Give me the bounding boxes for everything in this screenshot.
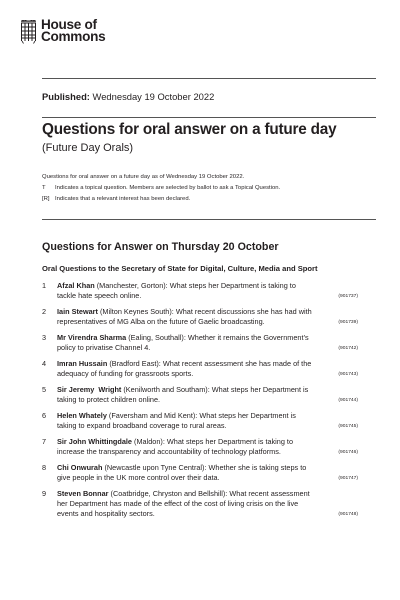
document-subtitle: (Future Day Orals)	[42, 142, 134, 154]
question-item	[42, 281, 358, 301]
member-name: Sir Jeremy Wright	[57, 385, 122, 394]
question-item	[42, 333, 358, 353]
question-number: 2	[42, 307, 47, 316]
member-name: Afzal Khan	[57, 281, 95, 290]
question-reference: (901742)	[338, 346, 358, 351]
question-body	[57, 281, 315, 301]
question-item	[42, 385, 358, 405]
note-text: Indicates a topical question. Members are selected by ballot to ask a Topical Question.	[55, 185, 281, 191]
logo-line-2: Commons	[41, 28, 106, 44]
question-number: 5	[42, 385, 47, 394]
question-text: What recent assessment her Department has made of the effect of the cost of living crisis on the live events and hospitality sectors.	[57, 489, 310, 518]
constituency: (Coatbridge, Chryston and Bellshill):	[110, 489, 228, 498]
question-reference: (901745)	[338, 424, 358, 429]
note-row	[42, 183, 280, 194]
member-name: Sir John Whittingdale	[57, 437, 132, 446]
question-item	[42, 463, 358, 483]
question-text: Whether it remains the Government’s policy to privatise Channel 4.	[57, 333, 309, 352]
question-number: 7	[42, 437, 47, 446]
note-key: [R]	[42, 196, 50, 202]
question-body	[57, 333, 315, 353]
document-title: Questions for oral answer on a future day	[42, 121, 337, 138]
section-title: Questions for Answer on Thursday 20 October	[42, 241, 279, 253]
notes-intro: Questions for oral answer on a future day as of Wednesday 19 October 2022.	[42, 174, 245, 180]
question-item	[42, 411, 358, 431]
house-of-commons-logo	[20, 19, 105, 44]
logo-line-1: House of	[41, 17, 97, 32]
question-item	[42, 437, 358, 457]
member-name: Chi Onwurah	[57, 463, 103, 472]
constituency: (Ealing, Southall):	[128, 333, 186, 342]
question-reference: (901743)	[338, 372, 358, 377]
member-name: Mr Virendra Sharma	[57, 333, 127, 342]
constituency: (Milton Keynes South):	[100, 307, 174, 316]
note-text: Indicates that a relevant interest has been declared.	[55, 196, 191, 202]
published-line	[42, 91, 214, 102]
question-item	[42, 489, 358, 519]
question-reference: (901744)	[338, 398, 358, 403]
question-body	[57, 411, 315, 431]
published-divider	[42, 117, 376, 118]
question-body	[57, 307, 315, 327]
published-label: Published:	[42, 91, 90, 102]
question-text: What recent assessment she has made of the adequacy of funding for grassroots sports.	[57, 359, 312, 378]
note-key: T	[42, 185, 46, 191]
question-body	[57, 385, 315, 405]
notes-block	[42, 172, 280, 205]
logo-wordmark	[41, 19, 105, 42]
question-number: 3	[42, 333, 47, 342]
constituency: (Newcastle upon Tyne Central):	[104, 463, 207, 472]
member-name: Steven Bonnar	[57, 489, 109, 498]
constituency: (Bradford East):	[109, 359, 161, 368]
question-body	[57, 489, 315, 519]
member-name: Imran Hussain	[57, 359, 108, 368]
question-reference: (901747)	[338, 476, 358, 481]
question-text: Whether she is taking steps to give people in the UK more control over their data.	[57, 463, 307, 482]
question-reference: (901746)	[338, 450, 358, 455]
section-divider	[42, 219, 376, 220]
question-body	[57, 359, 315, 379]
question-number: 6	[42, 411, 47, 420]
top-divider	[42, 78, 376, 79]
question-number: 9	[42, 489, 47, 498]
question-reference: (901739)	[338, 320, 358, 325]
department-heading: Oral Questions to the Secretary of State for Digital, Culture, Media and Sport	[42, 264, 318, 273]
question-body	[57, 437, 315, 457]
question-body	[57, 463, 315, 483]
question-number: 8	[42, 463, 47, 472]
constituency: (Faversham and Mid Kent):	[108, 411, 198, 420]
question-text: What steps her Department is taking to protect children online.	[57, 385, 309, 404]
member-name: Helen Whately	[57, 411, 107, 420]
question-item	[42, 307, 358, 327]
constituency: (Kenilworth and Southam):	[123, 385, 210, 394]
question-text: What steps her Department is taking to expand broadband coverage to rural areas.	[57, 411, 296, 430]
question-text: What steps her Department is taking to increase the transparency and accountability of technology platforms.	[57, 437, 294, 456]
constituency: (Manchester, Gorton):	[96, 281, 168, 290]
question-text: What steps her Department is taking to tackle hate speech online.	[57, 281, 296, 300]
member-name: Iain Stewart	[57, 307, 98, 316]
published-date: Wednesday 19 October 2022	[92, 91, 215, 102]
questions-list	[42, 281, 358, 525]
note-row	[42, 194, 280, 205]
question-reference: (901748)	[338, 512, 358, 517]
constituency: (Maldon):	[134, 437, 165, 446]
question-number: 1	[42, 281, 47, 290]
question-reference: (901737)	[338, 294, 358, 299]
portcullis-icon	[20, 20, 37, 44]
question-text: What recent discussions she has had with representatives of MG Alba on the future of Gaelic broadcasting.	[57, 307, 312, 326]
question-number: 4	[42, 359, 47, 368]
question-item	[42, 359, 358, 379]
